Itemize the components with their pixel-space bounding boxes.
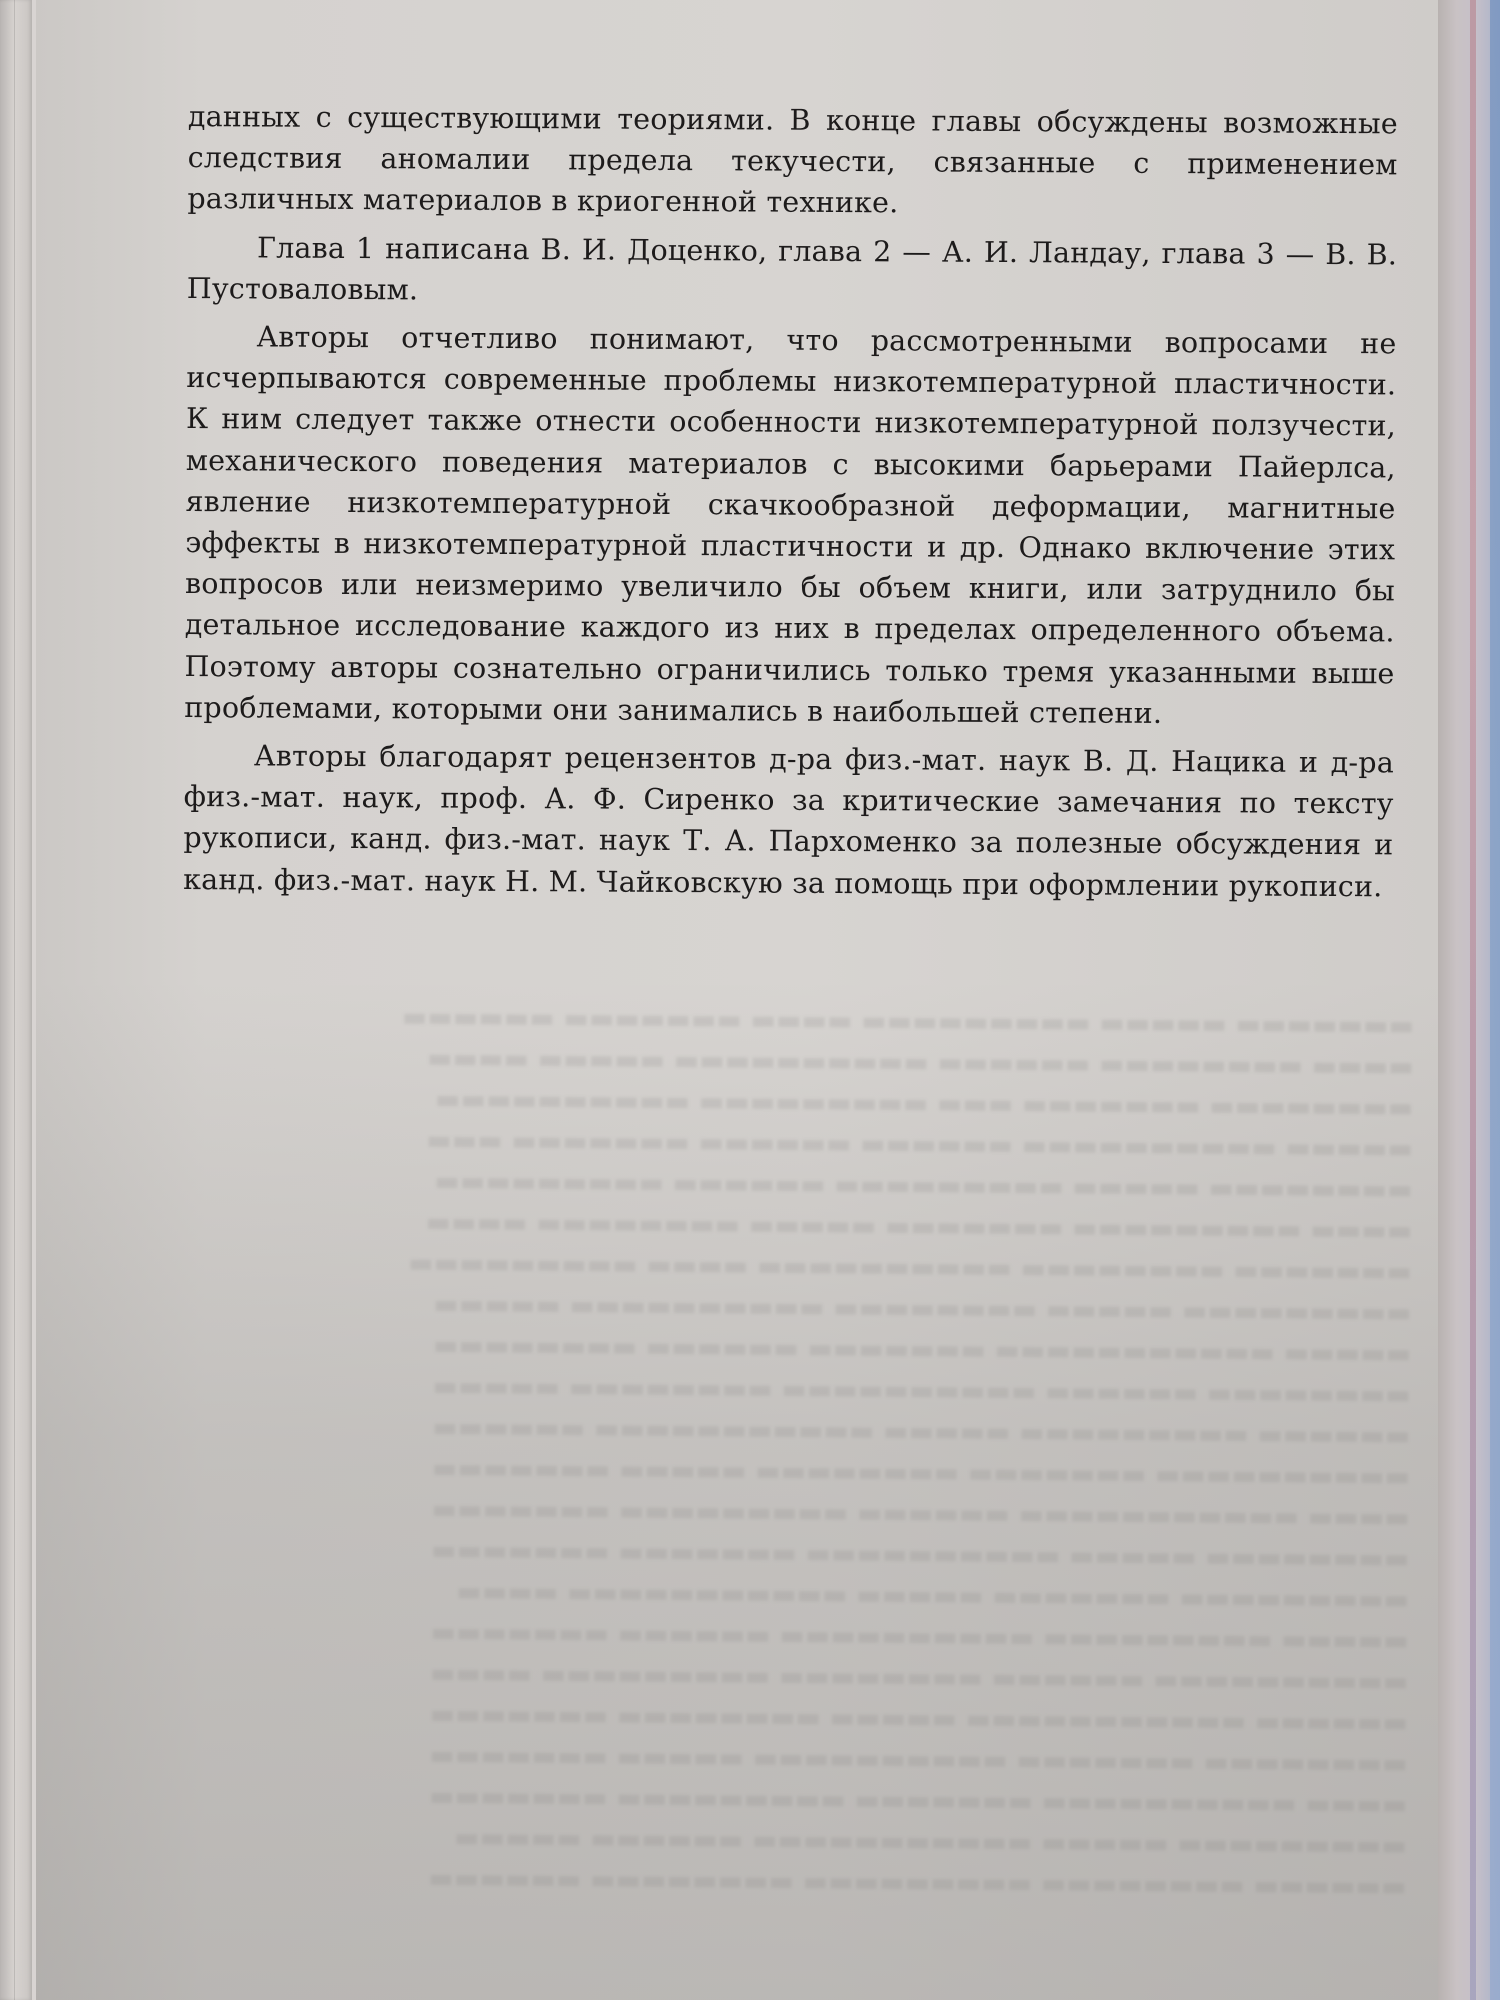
paragraph-scope: Авторы отчетливо понимают, что рассмотренными вопросами не исчерпываются современные проблемы низкотемпературной пластичности. К ним следует также отнести особенности низкотемпературной ползучести, механического поведения материалов с высокими барьерами Пайерлса, явление низкотемпературной скачкообразной деформации, магнитные эффекты в низкотемпературной пластичности и др. Однако включение этих вопросов или неизмеримо увеличило бы объем книги, или затруднило бы детальное исследование каждого из них в пределах определенного объема. Поэтому авторы сознательно ограничились только тремя указанными выше проблемами, которыми они занимались в наибольшей степени.: [184, 320, 1397, 730]
cover-stripe: [1470, 0, 1476, 2000]
paragraph-chapter-authors: Глава 1 написана В. И. Доценко, глава 2 — А. И. Ландау, глава 3 — В. В. Пустоваловым.: [186, 231, 1398, 307]
paragraph-conclusion: данных с существующими теориями. В конце главы обсуждены возможные следствия аномалии предела текучести, связанные с применением различных материалов в криогенной технике.: [187, 99, 1398, 220]
page-stack-edge: [0, 0, 32, 2000]
body-text: [183, 96, 1398, 914]
cover-blue-edge: [1490, 0, 1500, 2000]
book-cover-edge: [1438, 0, 1500, 2000]
paragraph-acknowledgements: Авторы благодарят рецензентов д-ра физ.-мат. наук В. Д. Нацика и д-ра физ.-мат. наук, проф. А. Ф. Сиренко за критические замечания по тексту рукописи, канд. физ.-мат. наук Т. А. Пархоменко за полезные обсуждения и канд. физ.-мат. наук Н. М. Чайковскую за помощь при оформлении рукописи.: [183, 739, 1395, 903]
